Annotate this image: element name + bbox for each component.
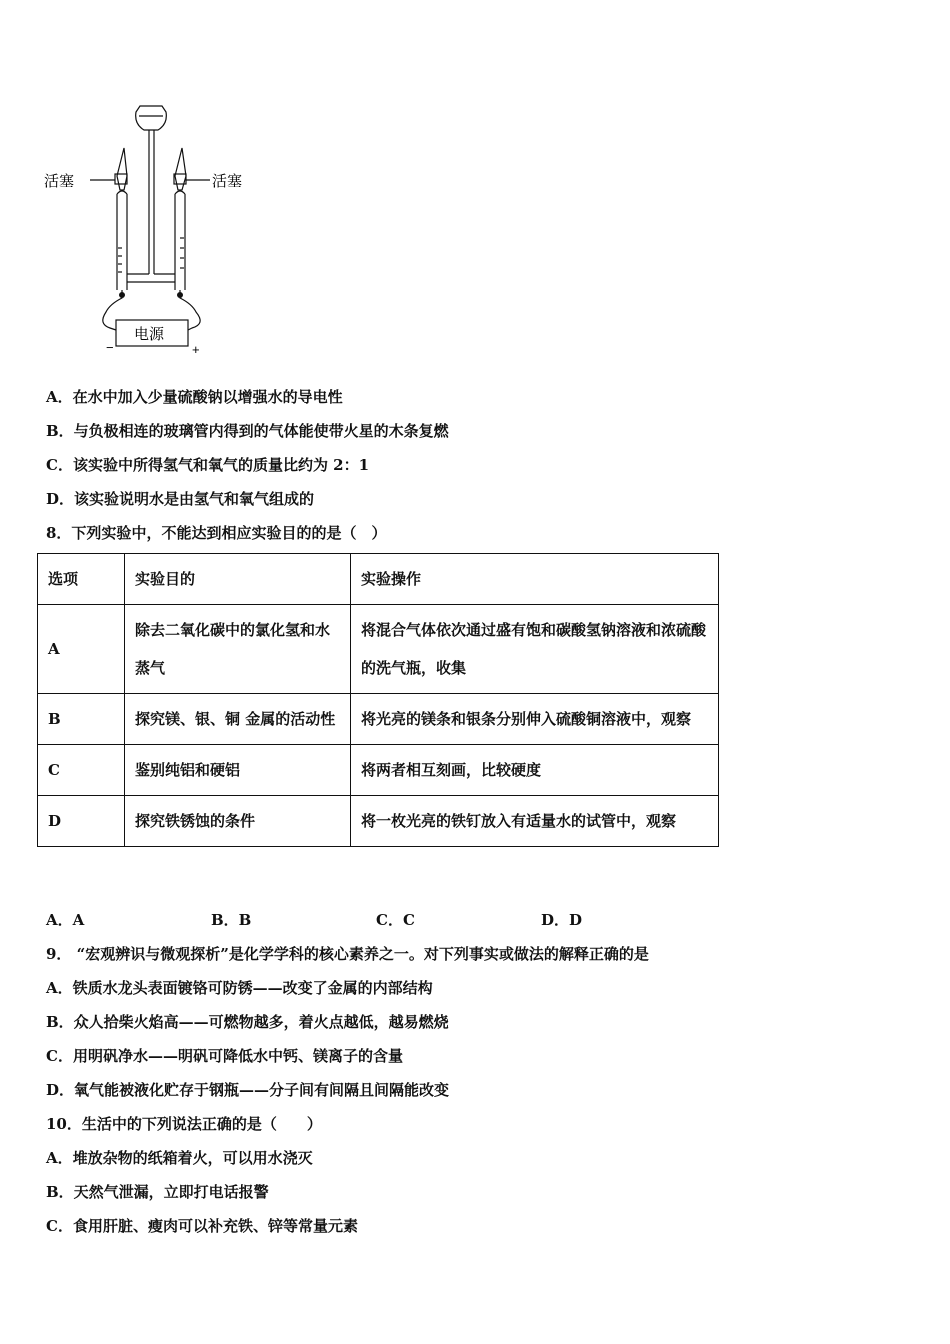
positive-terminal-label: + [192, 342, 200, 357]
q7-option-a: A．在水中加入少量硫酸钠以增强水的导电性 [46, 388, 343, 406]
q9-option-c: C．用明矾净水——明矾可降低水中钙、镁离子的含量 [46, 1047, 403, 1065]
row-purpose: 探究镁、银、铜 金属的活动性 [125, 694, 351, 745]
negative-terminal-label: − [106, 340, 114, 355]
table-header-row [38, 554, 719, 605]
table-row [38, 694, 719, 745]
q8-stem: 8．下列实验中，不能达到相应实验目的的是（ ） [46, 524, 387, 542]
row-option: A [38, 605, 125, 694]
row-option: B [38, 694, 125, 745]
row-purpose: 探究铁锈蚀的条件 [125, 796, 351, 847]
header-purpose: 实验目的 [125, 554, 351, 605]
row-option: C [38, 745, 125, 796]
stopcock-label-left: 活塞 [44, 173, 75, 190]
row-operation: 将两者相互刻画，比较硬度 [351, 745, 719, 796]
row-operation: 将一枚光亮的铁钉放入有适量水的试管中，观察 [351, 796, 719, 847]
table-row [38, 796, 719, 847]
stopcock-label-right: 活塞 [212, 173, 243, 190]
q8-answer-c: C．C [376, 911, 415, 929]
header-option: 选项 [38, 554, 125, 605]
table-row [38, 605, 719, 694]
q10-option-b: B．天然气泄漏，立即打电话报警 [46, 1183, 269, 1201]
q9-stem: 9． “宏观辨识与微观探析”是化学学科的核心素养之一。对下列事实或做法的解释正确的是 [46, 945, 649, 963]
row-option: D [38, 796, 125, 847]
q7-option-b: B．与负极相连的玻璃管内得到的气体能使带火星的木条复燃 [46, 422, 449, 440]
q8-experiment-table [37, 553, 719, 847]
row-purpose: 除去二氧化碳中的氯化氢和水蒸气 [125, 605, 351, 694]
q8-answer-d: D．D [541, 911, 583, 929]
q10-stem: 10．生活中的下列说法正确的是（ ） [46, 1115, 322, 1133]
row-purpose: 鉴别纯铝和硬铝 [125, 745, 351, 796]
q7-option-d: D．该实验说明水是由氢气和氧气组成的 [46, 490, 315, 508]
row-operation: 将光亮的镁条和银条分别伸入硫酸铜溶液中，观察 [351, 694, 719, 745]
row-operation: 将混合气体依次通过盛有饱和碳酸氢钠溶液和浓硫酸的洗气瓶，收集 [351, 605, 719, 694]
q8-answer-a: A．A [46, 911, 85, 929]
header-operation: 实验操作 [351, 554, 719, 605]
q9-option-a: A．铁质水龙头表面镀铬可防锈——改变了金属的内部结构 [46, 979, 433, 997]
q10-option-c: C．食用肝脏、瘦肉可以补充铁、锌等常量元素 [46, 1217, 358, 1235]
q8-answer-b: B．B [211, 911, 252, 929]
power-supply-label: 电源 [134, 326, 165, 343]
q9-option-d: D．氧气能被液化贮存于钢瓶——分子间有间隔且间隔能改变 [46, 1081, 450, 1099]
table-row [38, 745, 719, 796]
q10-option-a: A．堆放杂物的纸箱着火，可以用水浇灭 [46, 1149, 313, 1167]
q9-option-b: B．众人拾柴火焰高——可燃物越多，着火点越低，越易燃烧 [46, 1013, 449, 1031]
q7-option-c: C．该实验中所得氢气和氧气的质量比约为 2：1 [46, 456, 370, 474]
electrolysis-apparatus-figure [40, 98, 270, 360]
